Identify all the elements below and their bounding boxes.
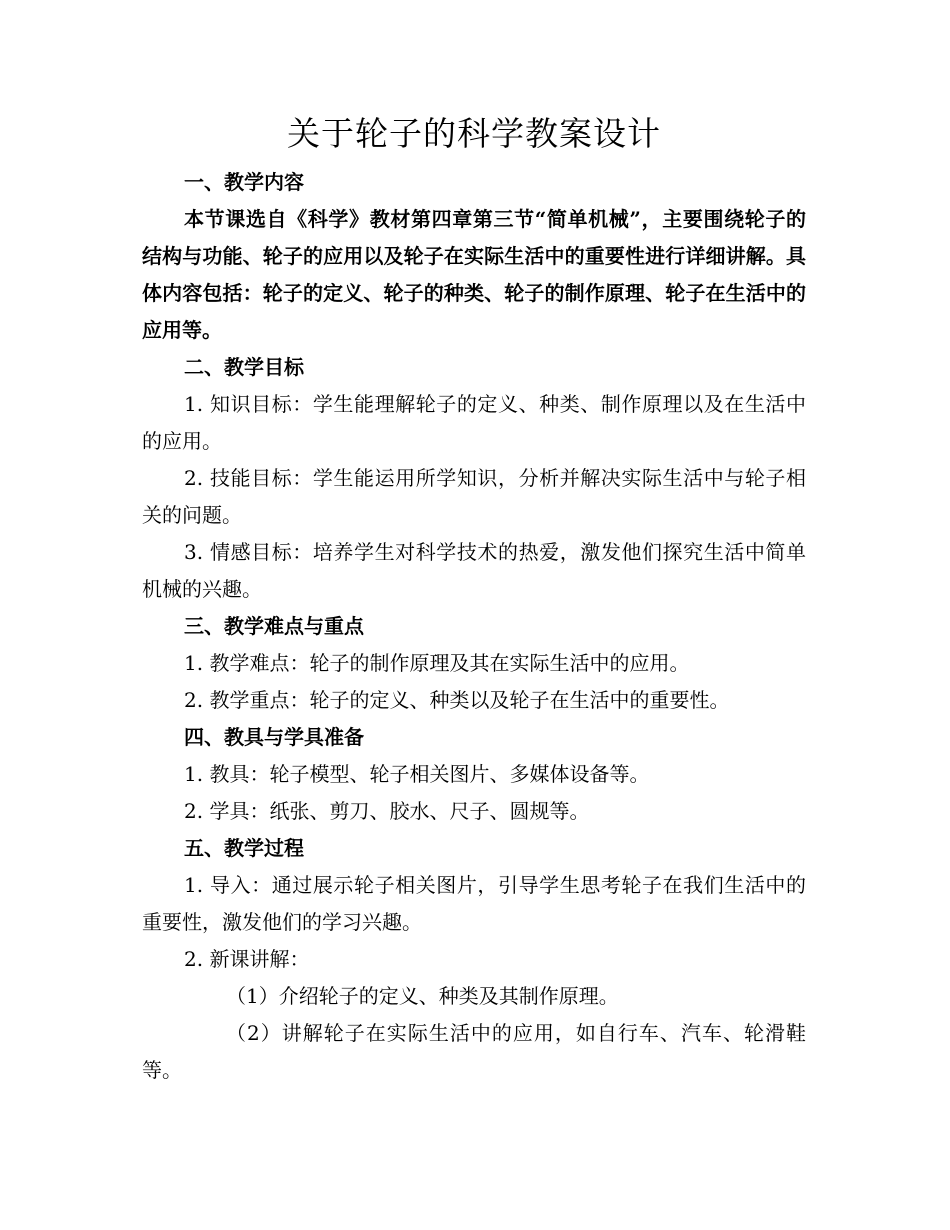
section-heading-teaching-goals: 二、教学目标 [184, 355, 304, 379]
process-subitem-applications: （2）讲解轮子在实际生活中的应用，如自行车、汽车、轮滑鞋等。 [142, 1021, 806, 1082]
goal-item-emotion: 3. 情感目标：培养学生对科学技术的热爱，激发他们探究生活中简单机械的兴趣。 [142, 540, 806, 601]
section-body-teaching-content: 本节课选自《科学》教材第四章第三节“简单机械”，主要围绕轮子的结构与功能、轮子的应用以及轮子在实际生活中的重要性进行详细讲解。具体内容包括：轮子的定义、轮子的种类、轮子的制作原理、轮子在生活中的应用等。 [142, 207, 806, 342]
process-item-new-lesson: 2. 新课讲解： [184, 947, 310, 971]
process-subitem-definition: （1）介绍轮子的定义、种类及其制作原理。 [226, 984, 619, 1008]
materials-item-teacher: 1. 教具：轮子模型、轮子相关图片、多媒体设备等。 [184, 762, 650, 786]
goal-item-knowledge: 1. 知识目标：学生能理解轮子的定义、种类、制作原理以及在生活中的应用。 [142, 392, 806, 453]
section-heading-materials: 四、教具与学具准备 [184, 725, 364, 749]
difficulty-item: 1. 教学难点：轮子的制作原理及其在实际生活中的应用。 [184, 651, 690, 675]
materials-item-student: 2. 学具：纸张、剪刀、胶水、尺子、圆规等。 [184, 799, 590, 823]
key-point-item: 2. 教学重点：轮子的定义、种类以及轮子在生活中的重要性。 [184, 688, 730, 712]
process-item-intro: 1. 导入：通过展示轮子相关图片，引导学生思考轮子在我们生活中的重要性，激发他们的学习兴趣。 [142, 873, 806, 934]
section-heading-teaching-content: 一、教学内容 [184, 170, 304, 194]
document-page [142, 108, 806, 1089]
document-title: 关于轮子的科学教案设计 [287, 114, 661, 153]
section-heading-process: 五、教学过程 [184, 836, 304, 860]
section-heading-difficulties: 三、教学难点与重点 [184, 614, 364, 638]
goal-item-skill: 2. 技能目标：学生能运用所学知识，分析并解决实际生活中与轮子相关的问题。 [142, 466, 806, 527]
